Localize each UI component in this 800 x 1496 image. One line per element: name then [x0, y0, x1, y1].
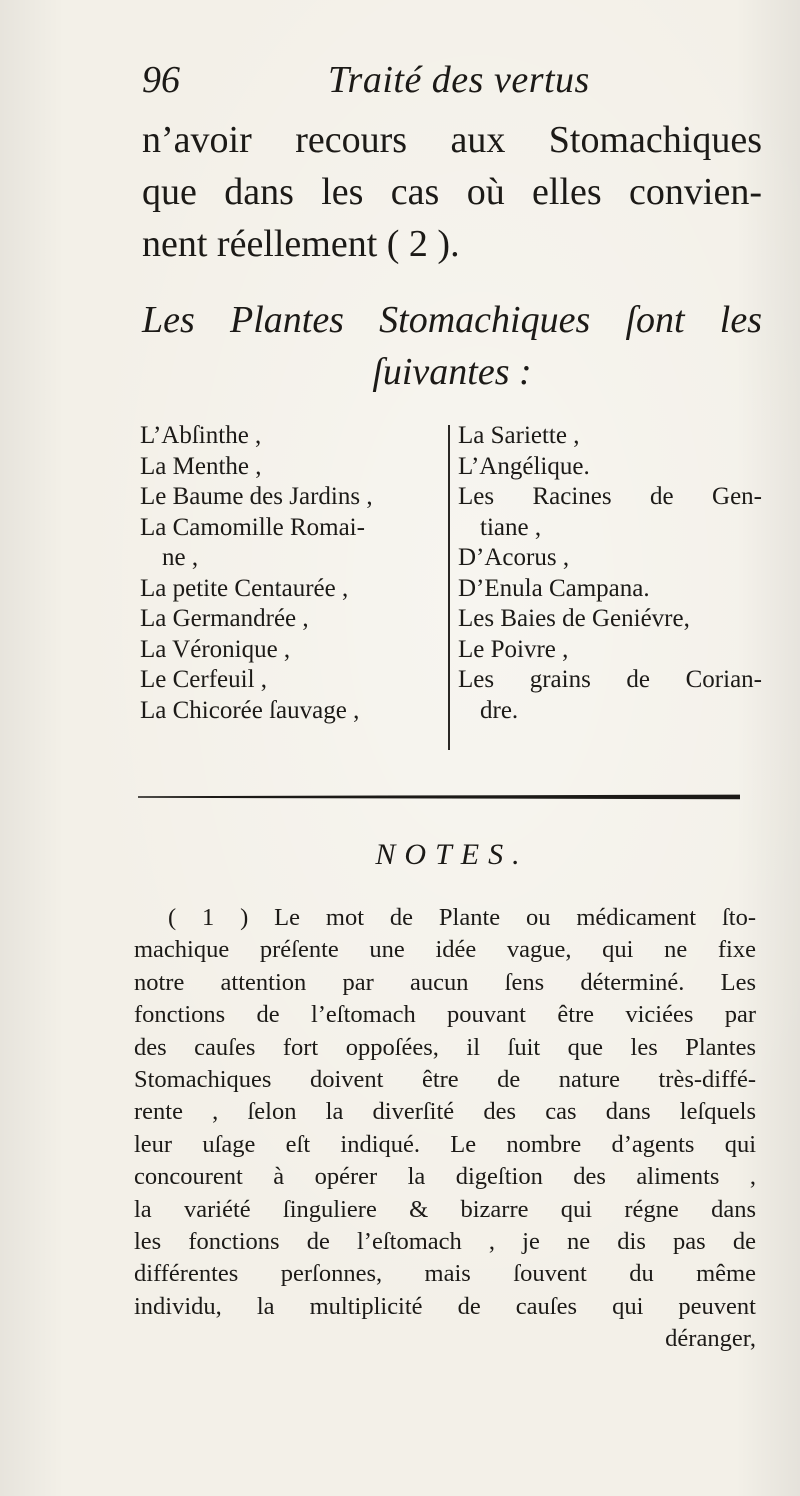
body-line: nent réellement ( 2 ).: [142, 223, 460, 265]
notes-line: des cauſes fort oppoſées, il ſuit que les Plantes: [134, 1033, 756, 1061]
plant-list-item: La petite Centaurée ,: [140, 574, 349, 602]
notes-heading: NOTES.: [375, 838, 529, 871]
plant-list-item: La Menthe ,: [140, 452, 262, 480]
section-rule: [138, 794, 740, 800]
plant-list-item: dre.: [480, 696, 519, 724]
plant-list-item: tiane ,: [480, 513, 542, 541]
plant-list-item: D’Acorus ,: [458, 544, 570, 571]
notes-line: les fonctions de l’eſtomach , je ne dis pas de: [134, 1228, 756, 1256]
plant-list-item: La Camomille Romai-: [140, 513, 365, 541]
column-divider: [448, 425, 450, 750]
plant-list-item: La Chicorée ſauvage ,: [140, 696, 360, 724]
plant-list: [140, 421, 762, 751]
notes-paragraph: [134, 902, 756, 1356]
plant-list-item: ne ,: [162, 544, 199, 571]
notes-line: la variété ſinguliere & bizarre qui régne dans: [134, 1195, 756, 1223]
plant-list-item: Les Baies de Geniévre,: [458, 605, 690, 632]
plant-list-item: L’Angélique.: [458, 452, 590, 480]
plant-list-item: Les grains de Corian-: [458, 666, 762, 693]
notes-line: concourent à opérer la digeſtion des aliments ,: [134, 1163, 756, 1191]
plant-list-item: La Sariette ,: [458, 422, 580, 449]
plant-list-item: Le Baume des Jardins ,: [140, 483, 373, 510]
body-line: n’avoir recours aux Stomachiques: [142, 119, 762, 161]
plant-list-left-column: [140, 421, 442, 726]
notes-line: rente , ſelon la diverſité des cas dans leſquels: [134, 1098, 756, 1126]
section-heading-line: ſuivantes :: [372, 351, 532, 393]
body-paragraph: [142, 114, 762, 270]
plant-list-item: Le Cerfeuil ,: [140, 666, 268, 693]
body-line: que dans les cas où elles convien-: [142, 171, 762, 213]
plant-list-item: Le Poivre ,: [458, 635, 569, 663]
notes-line: différentes perſonnes, mais ſouvent du même: [134, 1260, 756, 1288]
plant-list-item: La Germandrée ,: [140, 605, 309, 632]
notes-line: fonctions de l’eſtomach pouvant être viciées par: [134, 1001, 756, 1029]
section-heading-line: Les Plantes Stomachiques ſont les: [142, 299, 762, 341]
page-header: [142, 58, 762, 110]
plant-list-right-column: [458, 421, 762, 726]
notes-line: ( 1 ) Le mot de Plante ou médicament ſto-: [168, 904, 756, 931]
plant-list-item: La Véronique ,: [140, 635, 291, 663]
notes-line: Stomachiques doivent être de nature très-diffé-: [134, 1066, 756, 1094]
running-head: Traité des vertus: [328, 59, 590, 101]
notes-line: notre attention par aucun ſens déterminé. Les: [134, 968, 756, 996]
plant-list-item: Les Racines de Gen-: [458, 483, 762, 510]
plant-list-item: D’Enula Campana.: [458, 574, 650, 602]
section-heading: [142, 294, 762, 398]
notes-line: individu, la multiplicité de cauſes qui peuvent: [134, 1292, 756, 1320]
notes-line: machique préſente une idée vague, qui ne fixe: [134, 936, 756, 964]
notes-line: leur uſage eſt indiqué. Le nombre d’agents qui: [134, 1130, 756, 1158]
plant-list-item: L’Abſinthe ,: [140, 422, 262, 449]
catchword: déranger,: [665, 1325, 756, 1353]
page-number: 96: [142, 59, 180, 101]
